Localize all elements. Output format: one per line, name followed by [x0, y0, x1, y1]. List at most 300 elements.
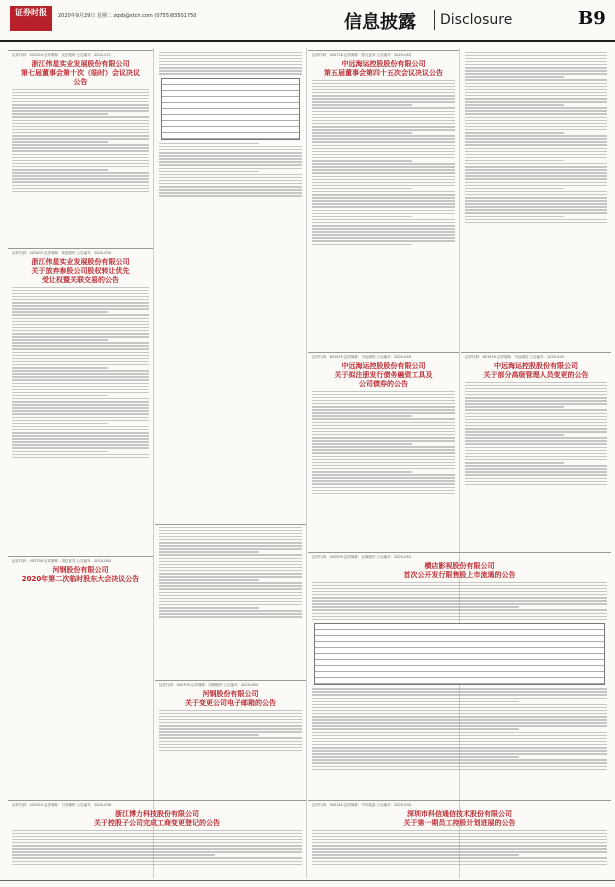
text-line: [312, 200, 455, 202]
text-line: [465, 434, 564, 436]
text-line: [159, 561, 302, 563]
text-line: [12, 314, 149, 316]
text-line: [465, 206, 607, 208]
text-line: [312, 107, 455, 109]
text-line: [312, 182, 455, 184]
text-line: [465, 117, 607, 119]
text-line: [12, 342, 149, 344]
text-line: [12, 386, 149, 388]
text-line: [159, 576, 302, 578]
text-line: [312, 845, 607, 847]
text-line: [159, 55, 302, 57]
text-line: [312, 400, 455, 402]
text-line: [312, 138, 455, 140]
newspaper-logo: 证券时报: [10, 6, 52, 31]
text-line: [312, 172, 455, 174]
text-line: [312, 842, 607, 844]
text-line: [312, 166, 455, 168]
text-line: [312, 80, 455, 82]
text-line: [312, 418, 455, 420]
notice-1: 证券代码：002003 证券简称：伟星股份 公告编号：2020-030 浙江伟星实业发展股份有限公司 关于放弃参股公司股权转让优先 受让权暨关联交易的公告: [8, 248, 153, 554]
text-line: [159, 716, 302, 718]
text-line: [465, 481, 607, 483]
text-line: [312, 412, 455, 414]
text-line: [312, 456, 455, 458]
text-line: [12, 104, 149, 106]
text-line: [12, 293, 149, 295]
text-line: [159, 168, 302, 170]
text-line: [312, 443, 412, 445]
text-line: [465, 67, 607, 69]
text-line: [465, 422, 607, 424]
text-line: [12, 141, 108, 143]
text-line: [12, 163, 149, 165]
text-line: [12, 305, 149, 307]
text-line: [312, 425, 455, 427]
text-line: [12, 358, 149, 360]
text-line: [312, 477, 455, 479]
text-line: [12, 407, 149, 409]
notice-1-continued: [155, 50, 306, 520]
text-line: [159, 171, 259, 173]
text-line: [159, 747, 302, 749]
text-line: [312, 762, 607, 764]
text-line: [312, 600, 607, 602]
text-line: [12, 426, 149, 428]
text-line: [465, 92, 607, 94]
text-line: [312, 234, 455, 236]
text-line: [312, 582, 607, 584]
text-line: [465, 73, 607, 75]
text-line: [465, 188, 564, 190]
text-line: [312, 836, 607, 838]
text-line: [312, 830, 607, 832]
text-line: [465, 98, 607, 100]
text-line: [465, 212, 607, 214]
text-line: [12, 302, 149, 304]
text-line: [12, 367, 108, 369]
masthead: [0, 0, 615, 42]
text-line: [12, 851, 302, 853]
text-line: [159, 598, 302, 600]
text-line: [312, 157, 455, 159]
column-divider: [306, 48, 307, 878]
text-line: [159, 527, 302, 529]
text-line: [312, 231, 455, 233]
text-line: [465, 148, 607, 150]
text-line: [12, 113, 108, 115]
text-line: [159, 725, 302, 727]
text-line: [465, 382, 607, 384]
text-line: [312, 839, 607, 841]
text-line: [12, 147, 149, 149]
text-line: [159, 573, 302, 575]
text-line: [159, 582, 302, 584]
text-line: [465, 431, 607, 433]
text-line: [159, 542, 302, 544]
text-line: [312, 698, 607, 700]
text-line: [312, 219, 455, 221]
text-line: [12, 185, 149, 187]
data-table: [161, 78, 300, 140]
text-line: [159, 558, 302, 560]
text-line: [312, 857, 607, 859]
text-line: [12, 833, 302, 835]
text-line: [465, 138, 607, 140]
text-line: [312, 114, 455, 116]
text-line: [12, 830, 302, 832]
text-line: [312, 750, 607, 752]
text-line: [159, 174, 302, 176]
text-line: [12, 395, 108, 397]
text-line: [159, 143, 259, 145]
text-line: [312, 747, 607, 749]
text-line: [12, 352, 149, 354]
text-line: [12, 845, 302, 847]
text-line: [12, 420, 149, 422]
text-line: [465, 428, 607, 430]
text-line: [312, 585, 607, 587]
text-line: [312, 861, 607, 863]
text-line: [465, 453, 607, 455]
text-line: [465, 447, 607, 449]
text-line: [312, 111, 455, 113]
text-line: [159, 551, 259, 553]
text-line: [12, 330, 149, 332]
text-line: [159, 67, 302, 69]
text-line: [159, 579, 259, 581]
text-line: [465, 172, 607, 174]
text-line: [465, 409, 607, 411]
text-line: [465, 86, 607, 88]
text-line: [12, 132, 149, 134]
text-line: [465, 474, 607, 476]
text-line: [312, 465, 455, 467]
notice-6: 证券代码：601919 证券简称：中远海控 公告编号：2020-049 中远海运控股股份有限公司 关于拟注册发行债务融资工具及 公司债券的公告: [308, 352, 459, 550]
text-line: [465, 419, 607, 421]
text-line: [312, 728, 519, 730]
text-line: [465, 391, 607, 393]
text-line: [465, 465, 607, 467]
text-line: [312, 483, 455, 485]
text-line: [12, 842, 302, 844]
text-line: [12, 92, 149, 94]
text-line: [12, 370, 149, 372]
text-line: [465, 385, 607, 387]
text-line: [312, 833, 607, 835]
text-line: [312, 117, 455, 119]
text-line: [465, 79, 607, 81]
text-line: [12, 169, 108, 171]
text-line: [312, 609, 607, 611]
text-line: [12, 110, 149, 112]
text-line: [12, 401, 149, 403]
text-line: [465, 413, 607, 415]
text-line: [312, 613, 607, 615]
text-line: [465, 55, 607, 57]
text-line: [12, 355, 149, 357]
text-line: [312, 769, 607, 771]
text-line: [312, 487, 455, 489]
text-line: [312, 210, 455, 212]
text-line: [159, 744, 302, 746]
text-line: [465, 166, 607, 168]
text-line: [465, 437, 607, 439]
text-line: [465, 157, 607, 159]
text-line: [159, 564, 302, 566]
text-line: [465, 425, 607, 427]
text-line: [312, 434, 455, 436]
text-line: [12, 188, 149, 190]
text-line: [312, 710, 607, 712]
text-line: [465, 388, 607, 390]
text-line: [159, 592, 302, 594]
text-line: [159, 180, 302, 182]
text-line: [465, 58, 607, 60]
text-line: [465, 163, 607, 165]
text-line: [12, 848, 302, 850]
text-line: [465, 107, 607, 109]
text-line: [312, 603, 607, 605]
text-line: [312, 588, 607, 590]
text-line: [12, 324, 149, 326]
text-line: [159, 728, 302, 730]
text-line: [12, 454, 149, 456]
text-line: [465, 484, 607, 486]
text-line: [312, 459, 455, 461]
text-line: [312, 471, 412, 473]
text-line: [465, 61, 607, 63]
text-line: [312, 738, 607, 740]
text-line: [465, 104, 564, 106]
text-line: [312, 225, 455, 227]
title-divider: [434, 10, 435, 30]
text-line: [312, 391, 455, 393]
text-line: [312, 216, 412, 218]
text-line: [312, 135, 455, 137]
text-line: [159, 604, 302, 606]
text-line: [465, 443, 607, 445]
text-line: [12, 441, 149, 443]
text-line: [312, 228, 455, 230]
text-line: [12, 438, 149, 440]
text-line: [312, 468, 455, 470]
column-divider: [153, 48, 154, 878]
text-line: [159, 570, 302, 572]
text-line: [312, 394, 455, 396]
text-line: [12, 336, 149, 338]
text-line: [312, 722, 607, 724]
text-line: [312, 851, 607, 853]
text-line: [312, 422, 455, 424]
text-line: [159, 539, 302, 541]
text-line: [159, 610, 302, 612]
text-line: [159, 595, 302, 597]
text-line: [312, 154, 455, 156]
text-line: [159, 73, 302, 75]
text-line: [312, 191, 455, 193]
text-line: [12, 166, 149, 168]
text-line: [465, 462, 564, 464]
notice-5-continued: [461, 50, 611, 350]
text-line: [12, 373, 149, 375]
text-line: [465, 64, 607, 66]
text-line: [159, 195, 302, 197]
text-line: [312, 462, 455, 464]
text-line: [159, 548, 302, 550]
text-line: [312, 741, 607, 743]
text-line: [312, 707, 607, 709]
text-line: [312, 397, 455, 399]
text-line: [312, 95, 455, 97]
text-line: [465, 101, 607, 103]
dateline: 2020年9月29日 星期二 zqsb@stcn.com (0755)83501750: [58, 13, 197, 19]
text-line: [12, 150, 149, 152]
text-line: [159, 731, 302, 733]
text-line: [465, 144, 607, 146]
text-line: [465, 406, 564, 408]
text-line: [465, 403, 607, 405]
text-line: [312, 406, 455, 408]
text-line: [465, 456, 607, 458]
text-line: [12, 854, 215, 856]
text-line: [465, 178, 607, 180]
text-line: [12, 423, 108, 425]
text-line: [12, 392, 149, 394]
page-footer-rule: [0, 880, 615, 887]
text-line: [159, 146, 302, 148]
text-line: [312, 179, 455, 181]
text-line: [159, 737, 302, 739]
notice-4: 证券代码：002520 证券简称：日发精机 公告编号：2020-058 浙江博力科技股份有限公司 关于控股子公司完成工商变更登记的公告: [8, 800, 306, 880]
text-line: [12, 361, 149, 363]
text-line: [12, 287, 149, 289]
text-line: [465, 175, 607, 177]
text-line: [465, 154, 607, 156]
text-line: [312, 713, 607, 715]
text-line: [465, 120, 607, 122]
text-line: [465, 219, 607, 221]
text-line: [312, 606, 519, 608]
text-line: [312, 176, 455, 178]
text-line: [159, 585, 302, 587]
text-line: [312, 132, 412, 134]
text-line: [159, 588, 302, 590]
text-line: [312, 431, 455, 433]
text-line: [159, 545, 302, 547]
text-line: [312, 719, 607, 721]
text-line: [312, 151, 455, 153]
text-line: [312, 98, 455, 100]
text-line: [312, 89, 455, 91]
text-line: [312, 237, 455, 239]
text-line: [159, 155, 302, 157]
text-line: [312, 188, 412, 190]
text-line: [465, 70, 607, 72]
text-line: [465, 151, 607, 153]
text-line: [465, 200, 607, 202]
text-line: [12, 379, 149, 381]
text-line: [465, 135, 607, 137]
text-line: [159, 713, 302, 715]
text-line: [465, 141, 607, 143]
text-line: [312, 126, 455, 128]
text-line: [312, 194, 455, 196]
notice-2-continued: [155, 524, 306, 676]
text-line: [12, 98, 149, 100]
text-line: [12, 376, 149, 378]
text-line: [312, 169, 455, 171]
text-line: [465, 209, 607, 211]
text-line: [159, 164, 302, 166]
text-line: [159, 177, 302, 179]
text-line: [12, 447, 149, 449]
text-line: [159, 64, 302, 66]
text-line: [312, 141, 455, 143]
text-line: [312, 409, 455, 411]
text-line: [12, 457, 149, 459]
text-line: [159, 616, 302, 618]
text-line: [12, 413, 149, 415]
text-line: [312, 694, 607, 696]
text-line: [12, 135, 149, 137]
text-line: [12, 116, 149, 118]
text-line: [465, 52, 607, 54]
text-line: [312, 163, 455, 165]
text-line: [465, 197, 607, 199]
text-line: [465, 450, 607, 452]
text-line: [312, 415, 412, 417]
text-line: [465, 400, 607, 402]
text-line: [312, 86, 455, 88]
text-line: [465, 478, 607, 480]
text-line: [312, 240, 455, 242]
text-line: [159, 530, 302, 532]
text-line: [312, 619, 607, 621]
text-line: [12, 191, 149, 193]
text-line: [312, 848, 607, 850]
text-line: [465, 95, 607, 97]
notice-9: 证券代码：300140 证券简称：中环装备 公告编号：2020-030 深圳市科信通信技术股份有限公司 关于第一期员工持股计划进展的公告: [308, 800, 611, 880]
text-line: [312, 756, 519, 758]
text-line: [159, 734, 259, 736]
text-line: [312, 490, 455, 492]
text-line: [312, 129, 455, 131]
text-line: [12, 172, 149, 174]
text-line: [312, 616, 607, 618]
text-line: [312, 725, 607, 727]
text-line: [12, 120, 149, 122]
text-line: [12, 160, 149, 162]
text-line: [312, 732, 607, 734]
text-line: [12, 107, 149, 109]
text-line: [12, 364, 149, 366]
text-line: [465, 129, 607, 131]
text-line: [12, 345, 149, 347]
text-line: [465, 471, 607, 473]
text-line: [159, 70, 302, 72]
text-line: [312, 160, 412, 162]
text-line: [312, 493, 455, 495]
text-line: [12, 404, 149, 406]
text-line: [12, 857, 302, 859]
text-line: [312, 123, 455, 125]
notice-8: 证券代码：002559 证券简称：亚威股份 公告编号：2020-055 横店影视股份有限公司 首次公开发行限售股上市流通的公告: [308, 552, 611, 796]
text-line: [12, 451, 108, 453]
text-line: [12, 181, 149, 183]
text-line: [465, 468, 607, 470]
text-line: [12, 318, 149, 320]
